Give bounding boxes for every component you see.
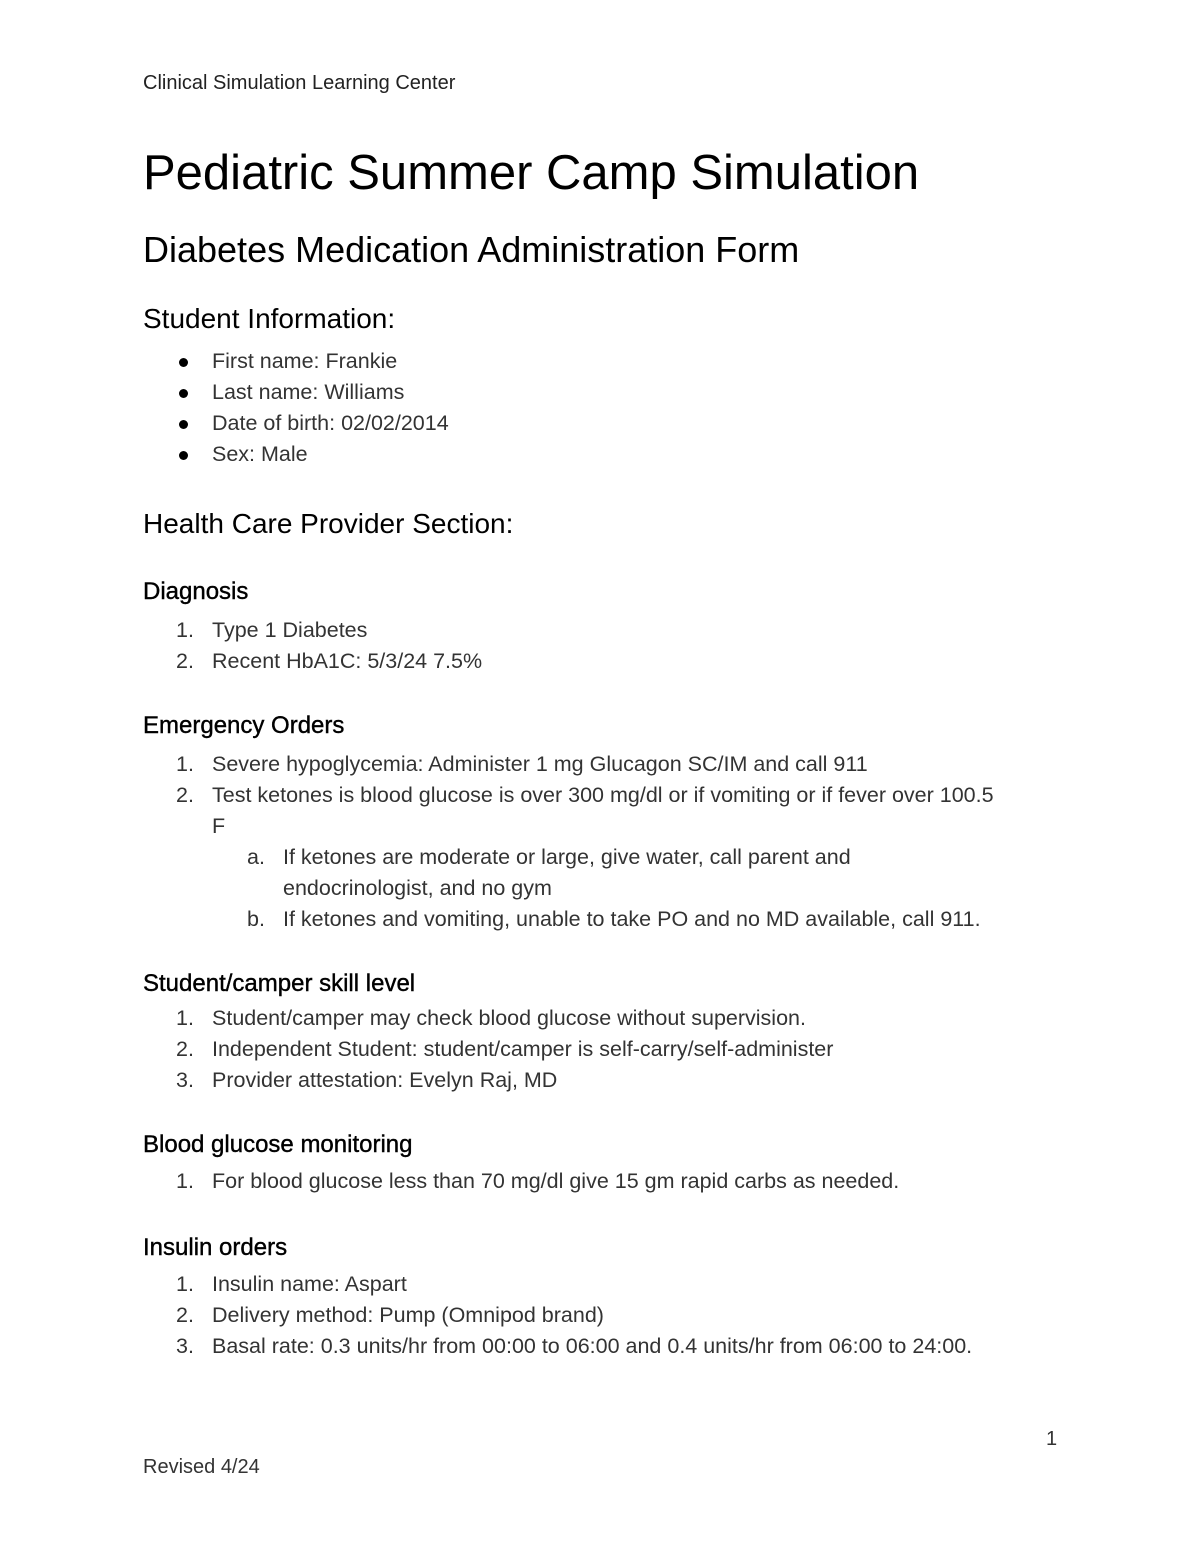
- emergency-sublist: [212, 842, 1083, 935]
- insulin-orders-list: [143, 1269, 1083, 1362]
- bullet-icon: [179, 420, 188, 429]
- list-item: [212, 842, 1083, 904]
- list-item: [143, 1065, 1083, 1096]
- skill-level-item: Student/camper may check blood glucose without supervision.: [212, 1006, 806, 1030]
- item-number: 3.: [176, 1334, 194, 1358]
- diagnosis-list: [143, 615, 1083, 677]
- emergency-subitem: If ketones and vomiting, unable to take PO and no MD available, call 911.: [283, 907, 981, 931]
- emergency-orders-heading: Emergency Orders: [143, 712, 345, 739]
- list-item: [143, 439, 1083, 470]
- list-item: [143, 1034, 1083, 1065]
- item-number: 1.: [176, 1272, 194, 1296]
- student-dob: Date of birth: 02/02/2014: [212, 411, 449, 435]
- item-number: 1.: [176, 752, 194, 776]
- insulin-item: Insulin name: Aspart: [212, 1272, 407, 1296]
- list-item: [143, 1003, 1083, 1034]
- list-item: [143, 1166, 1083, 1197]
- list-item: [143, 1300, 1083, 1331]
- diagnosis-item: Type 1 Diabetes: [212, 618, 368, 642]
- list-item: [143, 1331, 1083, 1362]
- list-item: [212, 904, 1083, 935]
- bullet-icon: [179, 451, 188, 460]
- item-letter: a.: [247, 845, 265, 869]
- emergency-orders-list: [143, 749, 1083, 935]
- diagnosis-item: Recent HbA1C: 5/3/24 7.5%: [212, 649, 483, 673]
- skill-level-item: Independent Student: student/camper is self-carry/self-administer: [212, 1037, 834, 1061]
- page-number: 1: [1046, 1428, 1058, 1450]
- skill-level-heading: Student/camper skill level: [143, 970, 416, 997]
- list-item: [143, 646, 1083, 677]
- emergency-subitem: If ketones are moderate or large, give water, call parent and endocrinologist, and no gym: [283, 845, 851, 900]
- item-number: 2.: [176, 1303, 194, 1327]
- list-item: [143, 377, 1083, 408]
- item-number: 1.: [176, 618, 194, 642]
- provider-section-heading: Health Care Provider Section:: [143, 508, 514, 539]
- provider-attestation: Provider attestation: Evelyn Raj, MD: [212, 1068, 558, 1092]
- list-item: [143, 1269, 1083, 1300]
- glucose-monitoring-list: [143, 1166, 1083, 1197]
- list-item: [143, 408, 1083, 439]
- insulin-item: Basal rate: 0.3 units/hr from 00:00 to 06:00 and 0.4 units/hr from 06:00 to 24:00.: [212, 1334, 973, 1358]
- list-item: [143, 615, 1083, 646]
- student-first-name: First name: Frankie: [212, 349, 398, 373]
- student-last-name: Last name: Williams: [212, 380, 405, 404]
- bullet-icon: [179, 389, 188, 398]
- document-content: [143, 140, 1083, 1362]
- skill-level-list: [143, 1003, 1083, 1096]
- item-number: 1.: [176, 1169, 194, 1193]
- list-item: [143, 749, 1083, 780]
- student-info-heading: Student Information:: [143, 303, 396, 334]
- bullet-icon: [179, 358, 188, 367]
- list-item: [143, 780, 1083, 935]
- item-letter: b.: [247, 907, 265, 931]
- emergency-item: Test ketones is blood glucose is over 300 mg/dl or if vomiting or if fever over 100.5 F: [212, 783, 994, 838]
- document-title: Pediatric Summer Camp Simulation: [143, 146, 920, 200]
- page-footer: Revised 4/24: [143, 1456, 260, 1478]
- item-number: 1.: [176, 1006, 194, 1030]
- glucose-monitoring-item: For blood glucose less than 70 mg/dl give 15 gm rapid carbs as needed.: [212, 1169, 900, 1193]
- insulin-item: Delivery method: Pump (Omnipod brand): [212, 1303, 604, 1327]
- document-subtitle: Diabetes Medication Administration Form: [143, 229, 800, 270]
- glucose-monitoring-heading: Blood glucose monitoring: [143, 1131, 413, 1158]
- insulin-orders-heading: Insulin orders: [143, 1234, 288, 1261]
- emergency-item: Severe hypoglycemia: Administer 1 mg Glucagon SC/IM and call 911: [212, 752, 868, 776]
- item-number: 2.: [176, 1037, 194, 1061]
- page-header: Clinical Simulation Learning Center: [143, 72, 456, 94]
- item-number: 3.: [176, 1068, 194, 1092]
- diagnosis-heading: Diagnosis: [143, 578, 249, 605]
- item-number: 2.: [176, 783, 194, 807]
- item-number: 2.: [176, 649, 194, 673]
- student-sex: Sex: Male: [212, 442, 308, 466]
- student-info-list: [143, 346, 1083, 470]
- list-item: [143, 346, 1083, 377]
